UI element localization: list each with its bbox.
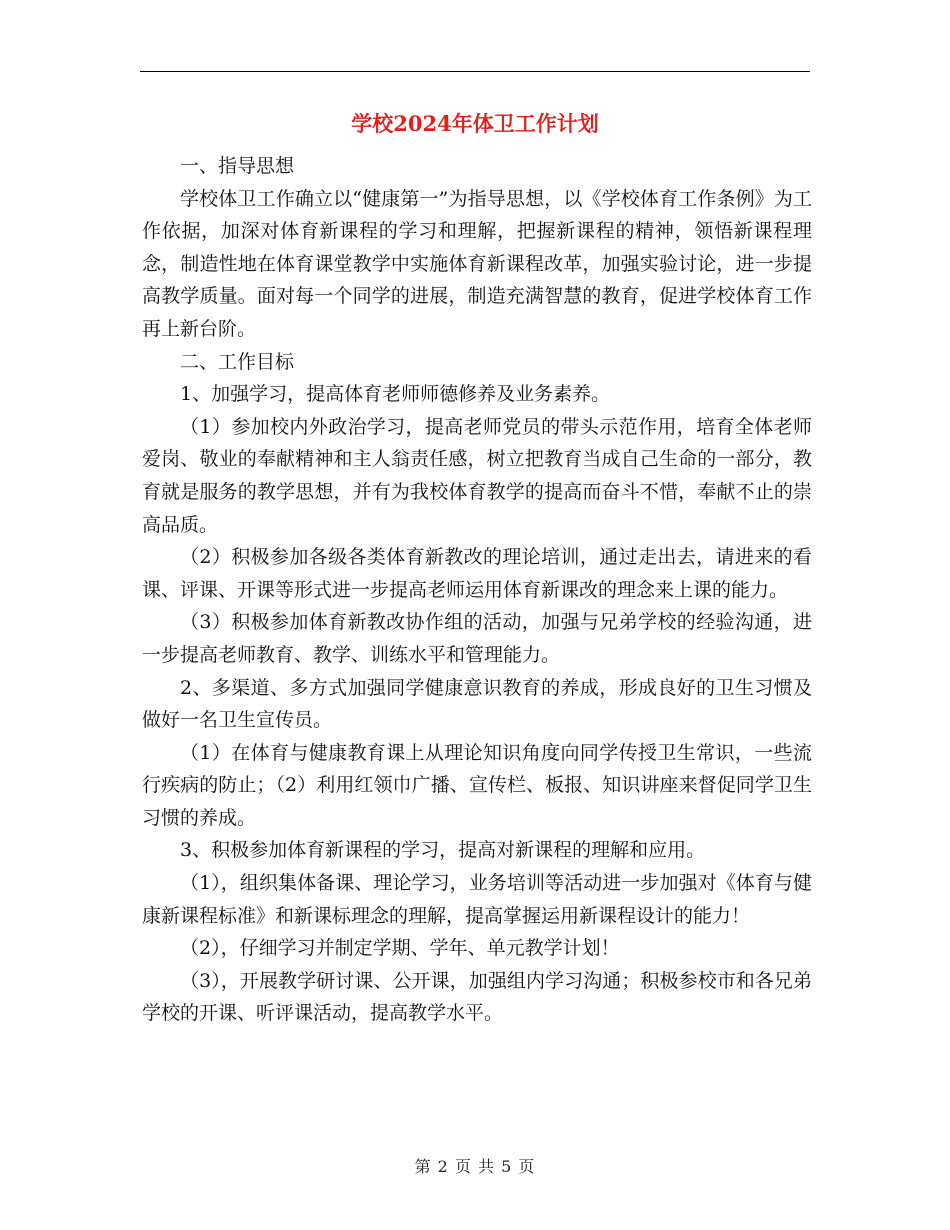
header-rule: [140, 71, 810, 72]
section-heading-guiding-ideology: 一、指导思想: [180, 155, 295, 177]
goal-3-heading: 3、积极参加体育新课程的学习，提高对新课程的理解和应用。: [180, 839, 706, 862]
goal-3-item-2: （2），仔细学习并制定学期、学年、单元教学计划！: [180, 937, 620, 960]
goal-1-item-3: （3）积极参加体育新教改协作组的活动，加强与兄弟学校的经验沟通，进一步提高老师教育、教学、训练水平和管理能力。: [142, 611, 812, 666]
goal-2-items: （1）在体育与健康教育课上从理论知识角度向同学传授卫生常识，一些流行疾病的防止；（2）利用红领巾广播、宣传栏、板报、知识讲座来督促同学卫生习惯的养成。: [142, 741, 812, 829]
section-heading-work-goals: 二、工作目标: [180, 350, 295, 373]
document-title: 学校2024年体卫工作计划: [351, 111, 599, 136]
goal-1-item-1: （1）参加校内外政治学习，提高老师党员的带头示范作用，培育全体老师爱岗、敬业的奉献精神和主人翁责任感，树立把教育当成自己生命的一部分，教育就是服务的教学思想，并有为我校体育教学的提高而奋斗不惜，奉献不止的崇高品质。: [142, 415, 812, 536]
paragraph-guiding-ideology: 学校体卫工作确立以“健康第一”为指导思想，以《学校体育工作条例》为工作依据，加深对体育新课程的学习和理解，把握新课程的精神，领悟新课程理念，制造性地在体育课堂教学中实施体育新课程改革，加强实验讨论，进一步提高教学质量。面对每一个同学的进展，制造充满智慧的教育，促进学校体育工作再上新台阶。: [142, 187, 812, 340]
goal-1-item-2: （2）积极参加各级各类体育新教改的理论培训，通过走出去，请进来的看课、评课、开课等形式进一步提高老师运用体育新课改的理念来上课的能力。: [142, 546, 812, 601]
document-body: [142, 150, 812, 1030]
goal-2-heading: 2、多渠道、多方式加强同学健康意识教育的养成，形成良好的卫生习惯及做好一名卫生宣传员。: [142, 676, 812, 732]
goal-3-item-3: （3），开展教学研讨课、公开课，加强组内学习沟通；积极参校市和各兄弟学校的开课、听评课活动，提高教学水平。: [142, 969, 812, 1025]
goal-3-item-1: （1），组织集体备课、理论学习，业务培训等活动进一步加强对《体育与健康新课程标准》和新课标理念的理解，提高掌握运用新课程设计的能力！: [142, 872, 812, 927]
goal-1-heading: 1、加强学习，提高体育老师师德修养及业务素养。: [180, 383, 611, 406]
page-number-footer: 第 2 页 共 5 页: [414, 1157, 536, 1176]
